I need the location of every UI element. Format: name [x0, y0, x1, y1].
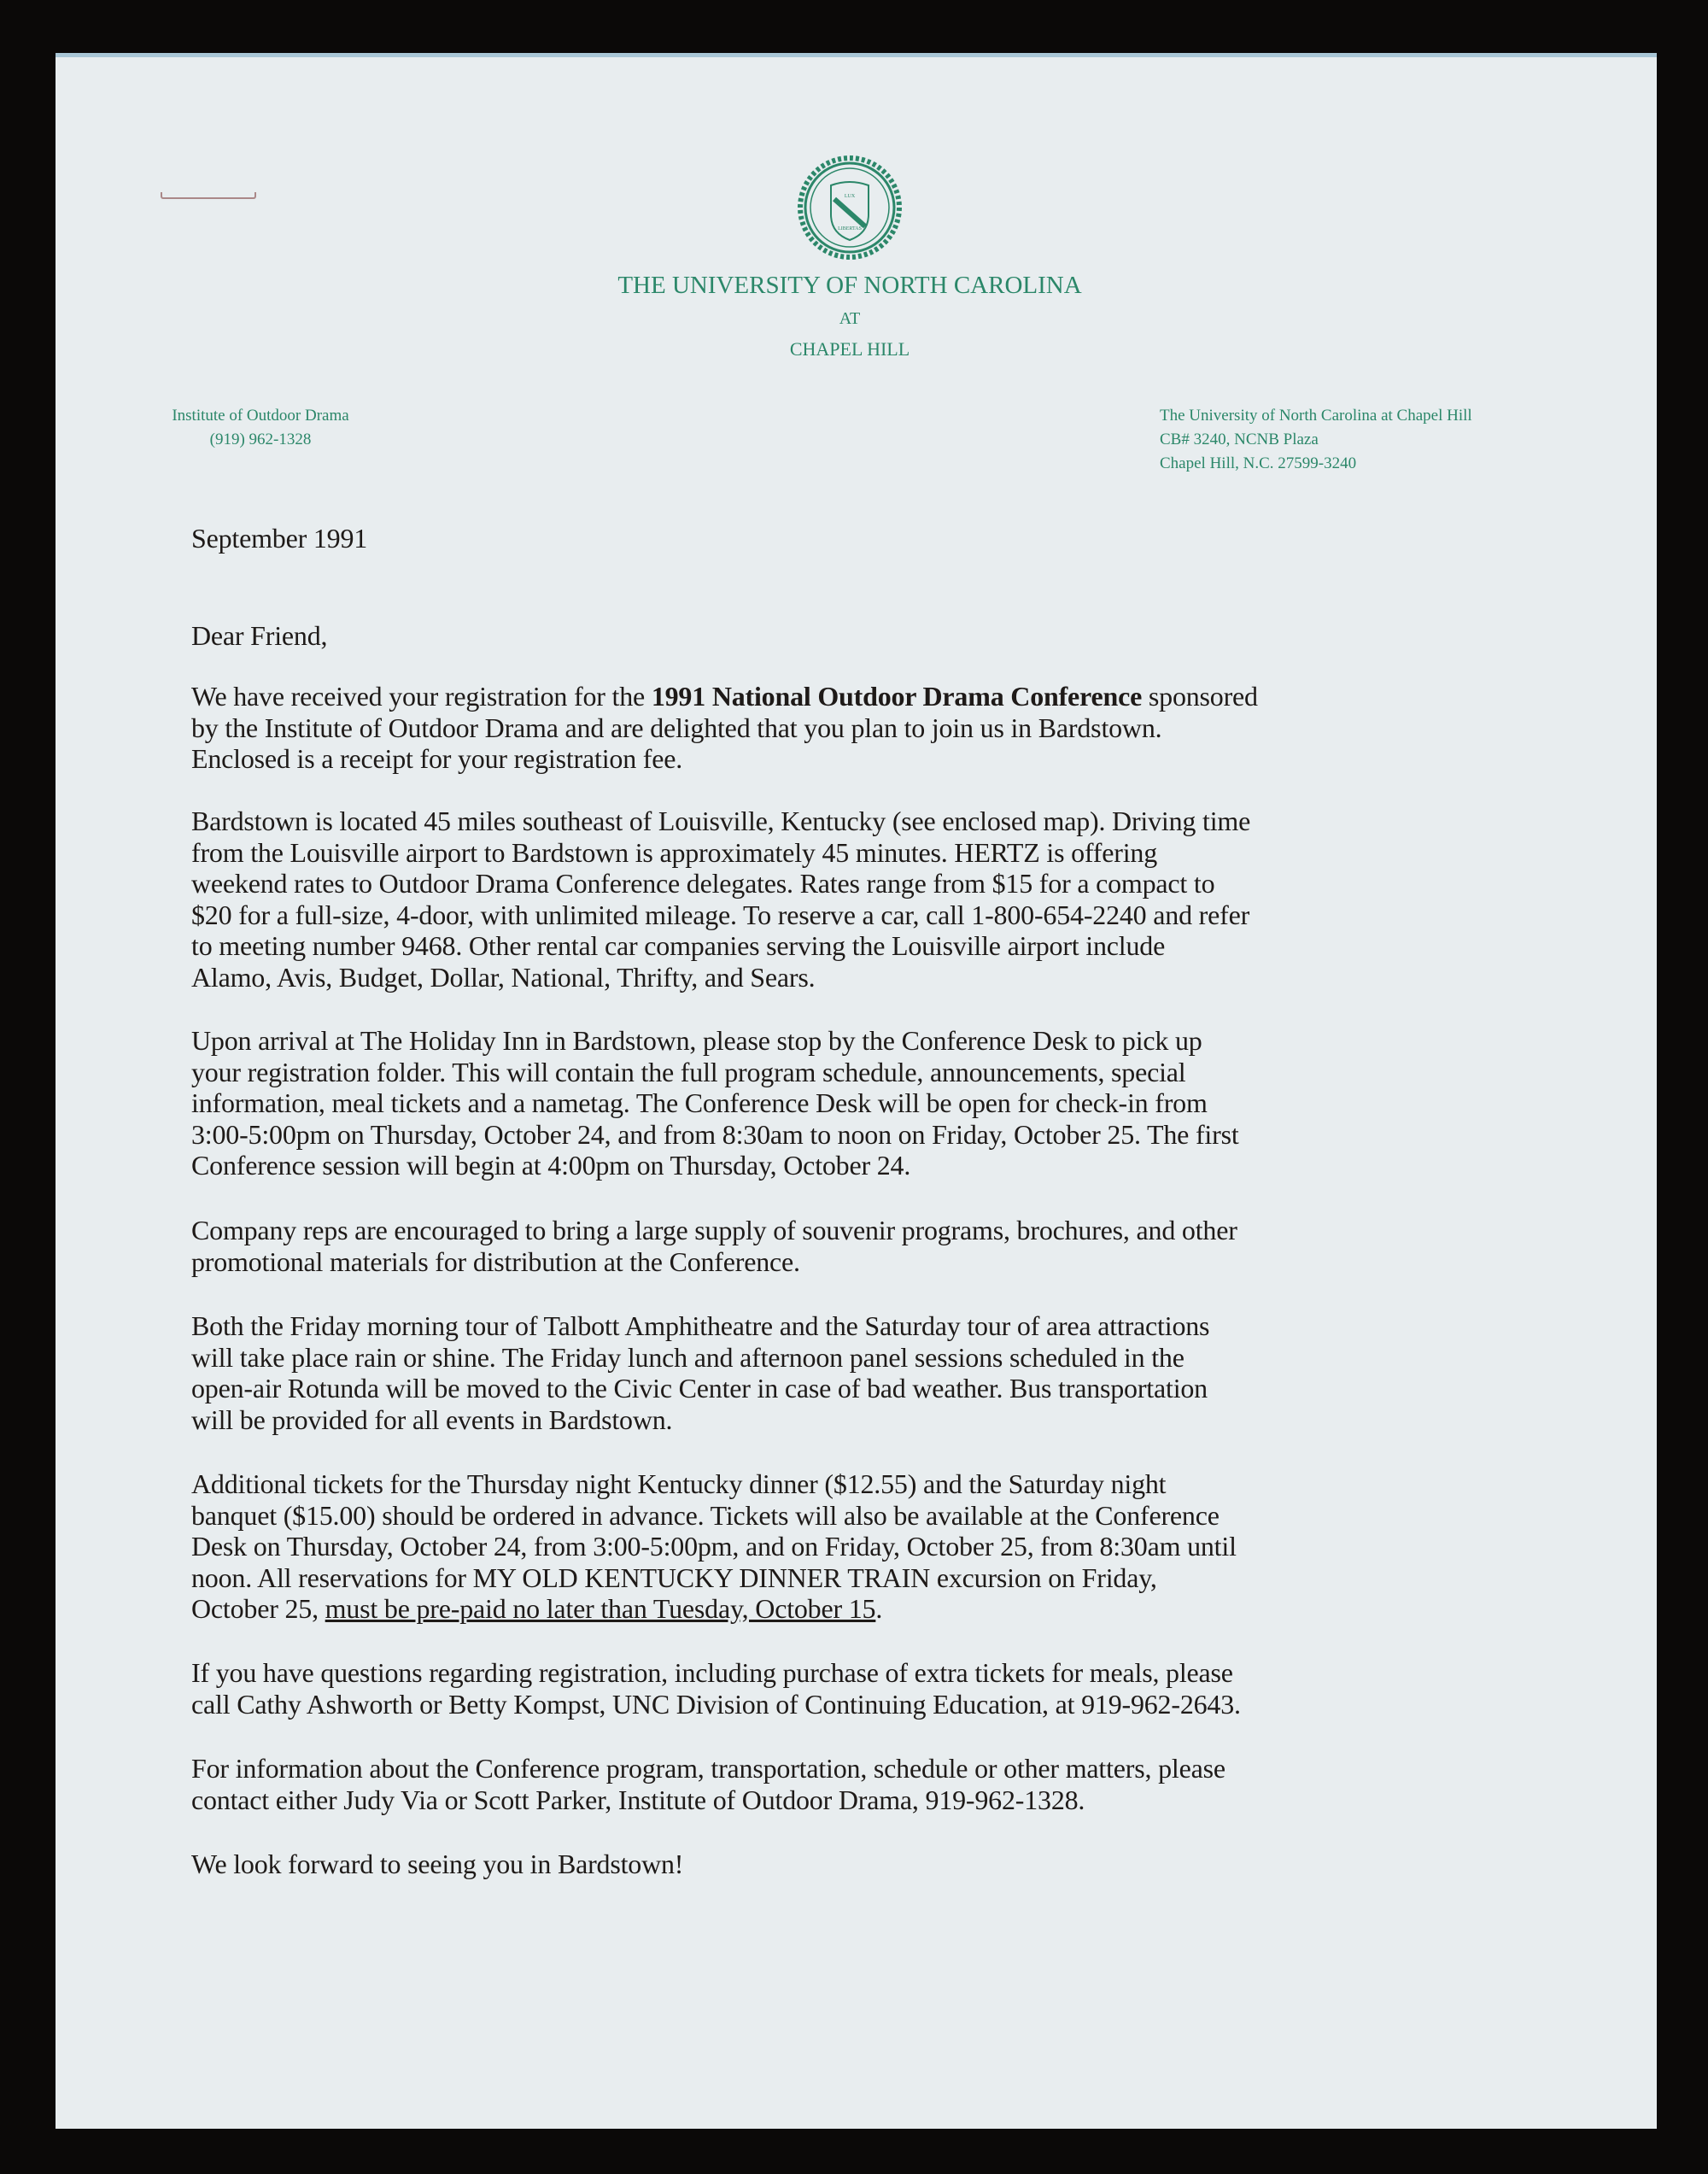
text-segment: Upon arrival at The Holiday Inn in Bardstown, please stop by the Conference Desk to pick up: [191, 1025, 1202, 1056]
paragraph-5: [191, 1310, 1209, 1435]
text-segment: from the Louisville airport to Bardstown is approximately 45 minutes. HERTZ is offering: [191, 836, 1158, 868]
text-segment: banquet ($15.00) should be ordered in advance. Tickets will also be available at the Conference: [191, 1499, 1220, 1531]
paragraph-4: [191, 1215, 1237, 1277]
text-segment: $20 for a full-size, 4-door, with unlimited mileage. To reserve a car, call 1-800-654-2240 and refer: [191, 899, 1250, 930]
paragraph-line: [191, 1657, 1241, 1689]
paragraph-8: [191, 1753, 1225, 1815]
text-segment: your registration folder. This will contain the full program schedule, announcements, special: [191, 1056, 1186, 1087]
text-segment: noon. All reservations for MY OLD KENTUCKY DINNER TRAIN excursion on Friday,: [191, 1562, 1157, 1593]
paragraph-line: [191, 1215, 1237, 1246]
text-segment: Conference session will begin at 4:00pm on Thursday, October 24.: [191, 1150, 911, 1181]
paragraph-line: [191, 1150, 1239, 1181]
paragraph-line: [191, 1689, 1241, 1720]
paragraph-line: [191, 712, 1258, 744]
text-segment: open-air Rotunda will be moved to the Civic Center in case of bad weather. Bus transportation: [191, 1373, 1208, 1403]
paragraph-3: [191, 1025, 1239, 1181]
text-segment: .: [875, 1593, 883, 1624]
paragraph-line: [191, 962, 1250, 993]
paragraph-line: [191, 1057, 1239, 1088]
paragraph-line: [191, 1468, 1237, 1500]
text-segment: Bardstown is located 45 miles southeast of Louisville, Kentucky (see enclosed map). Driving time: [191, 806, 1251, 836]
paragraph-line: [191, 930, 1250, 962]
text-segment: call Cathy Ashworth or Betty Kompst, UNC Division of Continuing Education, at 919-962-2643.: [191, 1688, 1241, 1720]
text-segment: promotional materials for distribution at the Conference.: [191, 1245, 800, 1277]
closing-line: We look forward to seeing you in Bardstown!: [191, 1849, 684, 1879]
paragraph-line: [191, 1500, 1237, 1532]
paragraph-line: [191, 1310, 1209, 1342]
text-segment: will take place rain or shine. The Friday lunch and afternoon panel sessions scheduled in the: [191, 1341, 1184, 1373]
paragraph-7: [191, 1657, 1241, 1720]
text-segment: Additional tickets for the Thursday night Kentucky dinner ($12.55) and the Saturday night: [191, 1468, 1167, 1499]
bold-text: 1991 National Outdoor Drama Conference: [651, 681, 1143, 712]
text-segment: If you have questions regarding registration, including purchase of extra tickets for meals, please: [191, 1657, 1233, 1688]
right-address: [1160, 404, 1472, 476]
paragraph-line: [191, 681, 1258, 712]
paragraph-2: [191, 806, 1250, 993]
paragraph-line: [191, 1404, 1209, 1436]
text-segment: October 25,: [191, 1593, 325, 1624]
paragraph-line: [191, 1531, 1237, 1562]
paragraph-line: [191, 1246, 1237, 1278]
text-segment: Alamo, Avis, Budget, Dollar, National, Thrifty, and Sears.: [191, 961, 816, 993]
text-segment: sponsored: [1142, 681, 1258, 712]
department-phone: (919) 962-1328: [209, 431, 312, 448]
paragraph-line: [191, 1342, 1209, 1374]
paragraph-line: [191, 1593, 1237, 1625]
address-line: Chapel Hill, N.C. 27599-3240: [1160, 454, 1357, 472]
text-segment: information, meal tickets and a nametag. The Conference Desk will be open for check-in from: [191, 1087, 1208, 1118]
svg-text:LIBERTAS: LIBERTAS: [838, 226, 862, 231]
university-name: THE UNIVERSITY OF NORTH CAROLINA: [617, 272, 1082, 299]
paper-clip-mark: [161, 192, 256, 199]
paragraph-line: [191, 1373, 1209, 1404]
campus-name: CHAPEL HILL: [789, 338, 910, 360]
text-segment: by the Institute of Outdoor Drama and are delighted that you plan to join us in Bardstown.: [191, 712, 1162, 743]
paragraph-line: [191, 899, 1250, 931]
paragraph-line: [191, 1025, 1239, 1057]
paragraph-line: [191, 743, 1258, 775]
text-segment: to meeting number 9468. Other rental car companies serving the Louisville airport include: [191, 930, 1166, 961]
paragraph-line: [191, 1562, 1237, 1594]
paragraph-line: [191, 1753, 1225, 1784]
left-address: [149, 404, 371, 452]
address-line: CB# 3240, NCNB Plaza: [1160, 431, 1319, 448]
university-seal-logo: [797, 155, 903, 261]
svg-text:LUX: LUX: [844, 194, 856, 199]
department-name: Institute of Outdoor Drama: [172, 407, 349, 425]
underlined-text: must be pre-paid no later than Tuesday, October 15: [325, 1593, 876, 1624]
letterhead-at: AT: [839, 309, 861, 328]
paragraph-line: [191, 1119, 1239, 1151]
text-segment: 3:00-5:00pm on Thursday, October 24, and from 8:30am to noon on Friday, October 25. The first: [191, 1118, 1239, 1150]
paragraph-line: [191, 1087, 1239, 1119]
paragraph-line: [191, 806, 1250, 837]
paragraph-line: [191, 837, 1250, 869]
letter-date: September 1991: [191, 523, 368, 554]
text-segment: will be provided for all events in Bardstown.: [191, 1403, 673, 1435]
paragraph-line: [191, 1784, 1225, 1816]
text-segment: Company reps are encouraged to bring a large supply of souvenir programs, brochures, and other: [191, 1215, 1237, 1245]
text-segment: Desk on Thursday, October 24, from 3:00-5:00pm, and on Friday, October 25, from 8:30am until: [191, 1531, 1237, 1562]
address-line: The University of North Carolina at Chapel Hill: [1160, 407, 1472, 425]
text-segment: weekend rates to Outdoor Drama Conference delegates. Rates range from $15 for a compact to: [191, 868, 1215, 899]
paragraph-1: [191, 681, 1258, 775]
text-segment: We have received your registration for the: [191, 681, 652, 712]
text-segment: Both the Friday morning tour of Talbott Amphitheatre and the Saturday tour of area attractions: [191, 1310, 1210, 1341]
text-segment: contact either Judy Via or Scott Parker, Institute of Outdoor Drama, 919-962-1328.: [191, 1784, 1085, 1815]
text-segment: Enclosed is a receipt for your registration fee.: [191, 743, 683, 774]
salutation: Dear Friend,: [191, 620, 328, 651]
text-segment: For information about the Conference program, transportation, schedule or other matters, please: [191, 1753, 1225, 1784]
paragraph-6: [191, 1468, 1237, 1625]
paragraph-line: [191, 868, 1250, 899]
